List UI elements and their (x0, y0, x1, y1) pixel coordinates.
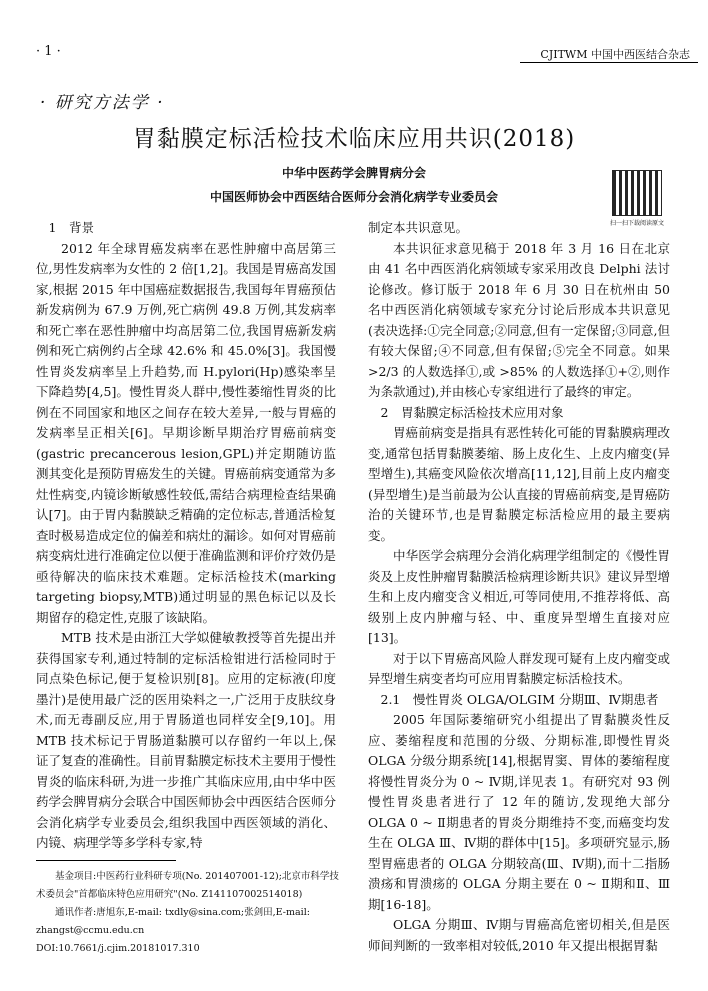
footnote-funding: 基金项目:中医药行业科研专项(No. 201407001-12);北京市科学技术委员会"首都临床特色应用研究"(No. Z141107002514018) (36, 871, 339, 900)
footnote-rule (36, 860, 176, 861)
qr-code-icon[interactable] (612, 170, 662, 216)
section-label: · 研究方法学 · (40, 93, 165, 113)
paragraph: OLGA 分期Ⅲ、Ⅳ期与胃癌高危密切相关,但是医师间判断的一致率相对较低,2010 年又提出根据胃黏 (368, 917, 670, 953)
page-number: · 1 · (36, 44, 61, 59)
paragraph: 中华医学会病理分会消化病理学组制定的《慢性胃炎及上皮性肿瘤胃黏膜活检病理诊断共识》建议异型增生和上皮内瘤变含义相近,可等同使用,不推荐将低、高级别上皮内肿瘤与轻、中、重度异型增生直接对应[13]。 (368, 548, 670, 645)
paragraph: 2012 年全球胃癌发病率在恶性肿瘤中高居第三位,男性发病率为女性的 2 倍[1,2]。我国是胃癌高发国家,根据 2015 年中国癌症数据报告,我国每年胃癌预估新发病例为 67.9 万例,死亡病例 49.8 万例,其发病率和死亡率在恶性肿瘤中均高居第二位,我国胃癌新发病例和死亡病例约占全球 42.6% 和 45.0%[3]。我国慢性胃炎发病率呈上升趋势,而 H.pylori(Hp)感染率呈下降趋势[4,5]。慢性胃炎人群中,慢性萎缩性胃炎的比例在不同国家和地区之间存在较大差异,一般与胃癌的发病率呈正相关[6]。早期诊断早期治疗胃癌前病变(gastric precancerous lesion,GPL)并定期随访监测其变化是预防胃癌发生的关键。胃癌前病变通常为多灶性病变,内镜诊断敏感性较低,需结合病理检查结果确认[7]。由于胃内黏膜缺乏精确的定位标志,普通活检复查时极易造成定位的偏差和病灶的漏诊。如何对胃癌前病变病灶进行准确定位以便于准确监测和评价疗效仍是亟待解决的临床技术难题。定标活检技术(marking targeting biopsy,MTB)通过明显的黑色标记以及长期留存的稳定性,克服了该缺陷。 (36, 240, 337, 625)
heading-section-2: 2 胃黏膜定标活检技术应用对象 (380, 404, 564, 420)
footnote-doi: DOI:10.7661/j.cjim.20181017.310 (36, 943, 200, 954)
author-1: 中华中医药学会脾胃病分会 (281, 166, 426, 180)
paragraph: 2005 年国际萎缩研究小组提出了胃黏膜炎性反应、萎缩程度和范围的分级、分期标准,即慢性胃炎 OLGA 分级分期系统[14],根据胃窦、胃体的萎缩程度将慢性胃炎分为 0 ~ Ⅳ期,详见表 1。有研究对 93 例慢性胃炎患者进行了 12 年的随访,发现绝大部分 OLGA 0 ~ Ⅱ期患者的胃炎分期维持不变,而癌变均发生在 OLGA Ⅲ、Ⅳ期的群体中[15]。多项研究显示,肠型胃癌患者的 OLGA 分期较高(Ⅲ、Ⅳ期),而十二指肠溃疡和胃溃疡的 OLGA 分期主要在 0 ~ Ⅱ期和Ⅱ、Ⅲ期[16-18]。 (368, 712, 670, 912)
paragraph: MTB 技术是由浙江大学姒健敏教授等首先提出并获得国家专利,通过特制的定标活检钳进行活检同时于同点染色标记,便于复检识别[8]。应用的定标液(印度墨汁)是使用最广泛的医用染料之一,广泛用于皮肤纹身术,而无毒副反应,用于胃肠道也同样安全[9,10]。用 MTB 技术标记于胃肠道黏膜可以存留约一年以上,保证了复查的准确性。目前胃黏膜定标技术主要用于慢性胃炎的临床科研,为进一步推广其临床应用,由中华中医药学会脾胃病分会联合中国医师协会中西医结合医师分会消化病学专业委员会,组织我国中西医领域的消化、内镜、病理学等多学科专家,特 (36, 630, 337, 850)
paragraph: 胃癌前病变是指具有恶性转化可能的胃黏膜病理改变,通常包括胃黏膜萎缩、肠上皮化生、上皮内瘤变(异型增生),其癌变风险依次增高[11,12],目前上皮内瘤变(异型增生)是当前最为公认直接的胃癌前病变,是胃癌防治的关键环节,也是胃黏膜定标活检应用的最主要病变。 (368, 425, 670, 543)
heading-background: 1 背景 (48, 220, 94, 235)
column-left (36, 218, 336, 854)
paragraph: 对于以下胃癌高风险人群发现可疑有上皮内瘤变或异型增生病变者均可应用胃黏膜定标活检技术。 (368, 650, 670, 686)
paragraph: 制定本共识意见。 (368, 220, 469, 235)
footnote-correspondence: 通讯作者:唐旭东,E-mail: txdly@sina.com;张剑田,E-mail: zhangst@ccmu.edu.cn (36, 907, 310, 936)
article-title: 胃黏膜定标活检技术临床应用共识(2018) (132, 126, 576, 152)
heading-section-2-1: 2.1 慢性胃炎 OLGA/OLGIM 分期Ⅲ、Ⅳ期患者 (380, 691, 659, 707)
journal-name: CJITWM 中国中西医结合杂志 (540, 48, 690, 61)
column-right (368, 218, 670, 956)
footnotes (36, 868, 340, 958)
author-2: 中国医师协会中西医结合医师分会消化病学专业委员会 (209, 190, 498, 204)
paragraph: 本共识征求意见稿于 2018 年 3 月 16 日在北京由 41 名中西医消化病领域专家采用改良 Delphi 法讨论修改。修订版于 2018 年 6 月 30 日在杭州由 50 名中西医消化病领域专家充分讨论后形成本共识意见(表决选择:①完全同意;②同意,但有一定保留;③同意,但有较大保留;④不同意,但有保留;⑤完全不同意。如果 >2/3 的人数选择①,或 >85% 的人数选择①+②,则作为条款通过),并由核心专家组进行了最终的审定。 (368, 240, 670, 399)
header-rule (520, 62, 698, 63)
qr-caption: 扫一扫下载阅读原文 (609, 220, 664, 227)
